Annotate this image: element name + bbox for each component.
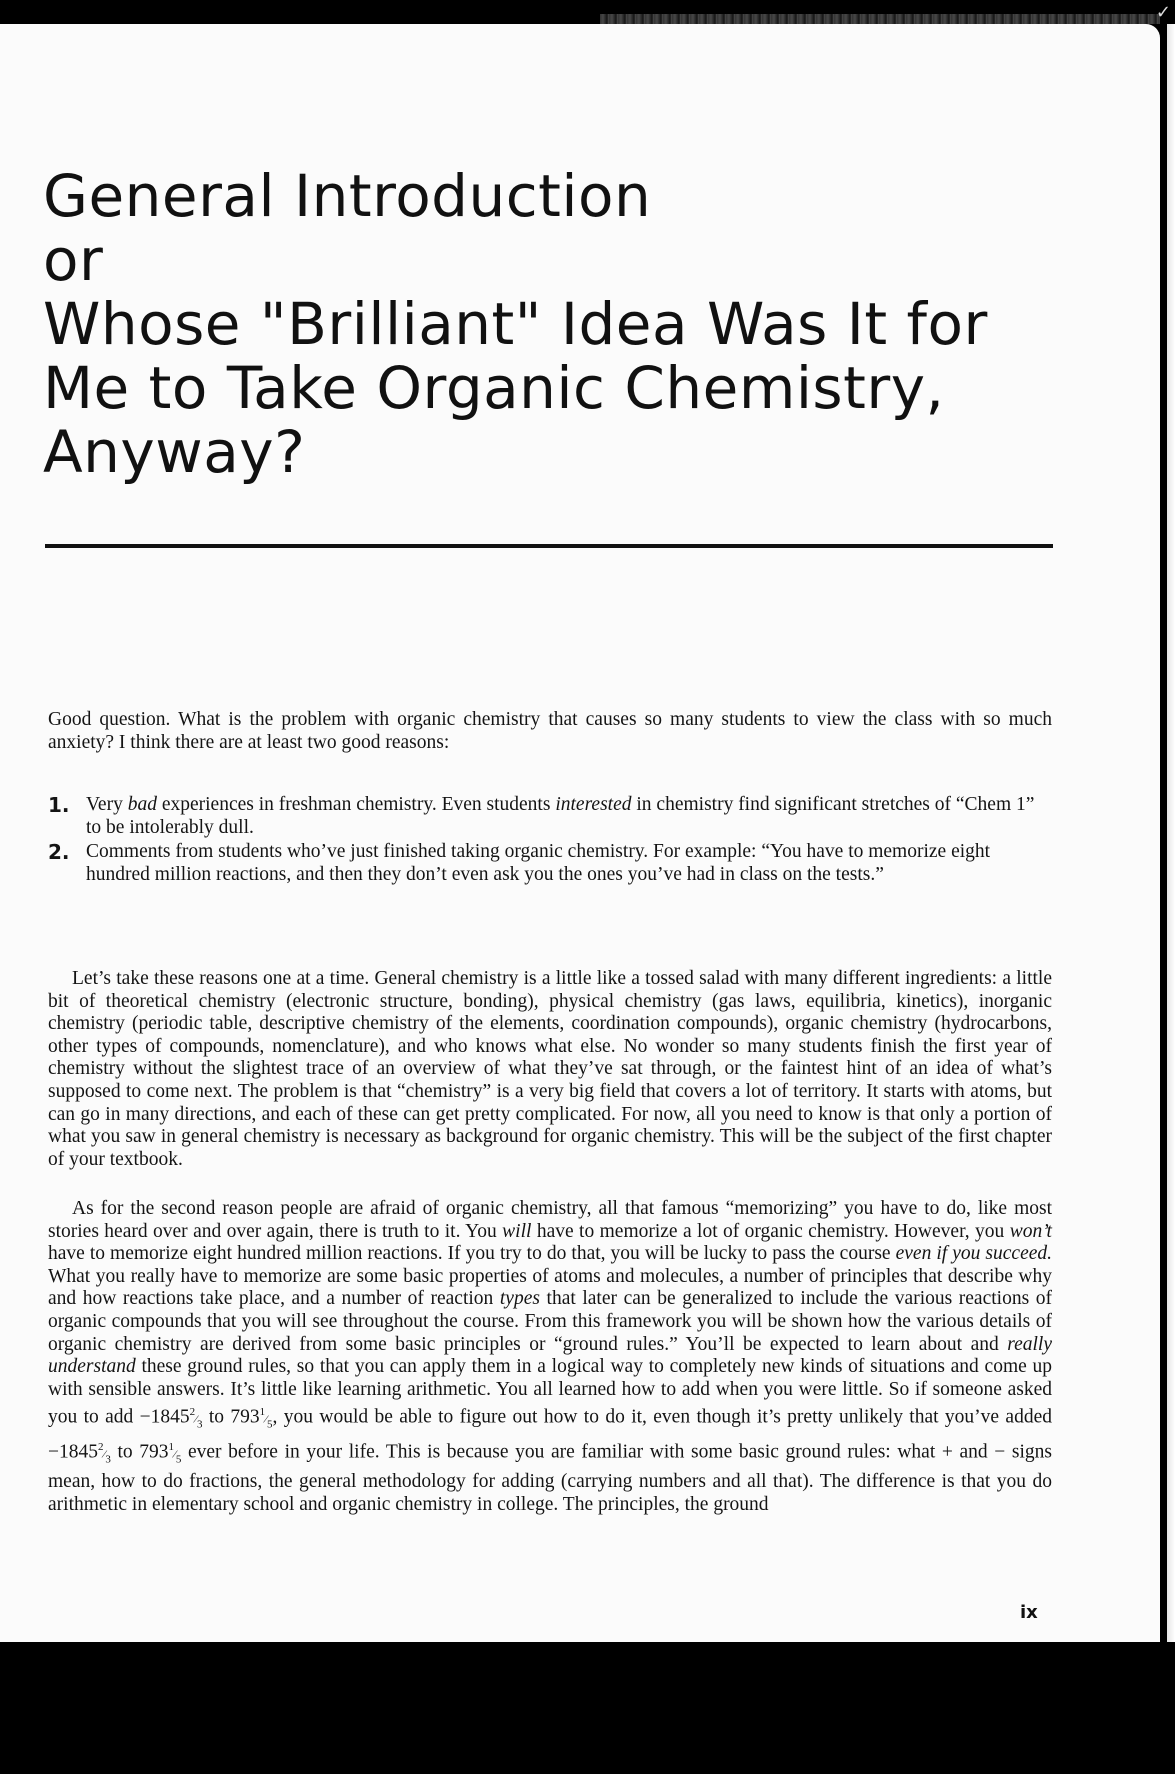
chapter-title — [43, 164, 1083, 484]
intro-paragraph: Good question. What is the problem with organic chemistry that causes so many students to view the class with so much anxiety? I think there are at least two good reasons: — [48, 709, 1052, 753]
reason-text-part: experiences in freshman chemistry. Even students — [156, 794, 556, 815]
reason-emphasis: bad — [127, 794, 157, 815]
text-run: have to memorize eight hundred million reactions. If you try to do that, you will be lucky to pass the course — [48, 1243, 896, 1265]
fraction-numerator: 2 — [189, 1406, 196, 1419]
text-run: that later can be generalized to include the various reactions of organic compounds that you will see throughout the course. From this framework you will be shown how the various details of organic chemistry are derived from some basic principles or “ground rules.” You’ll be expected to learn about and — [48, 1288, 1052, 1355]
reason-text: Comments from students who’ve just finished taking organic chemistry. For example: “You have to memorize eight hundred million reactions, and then they don’t even ask you the ones you’ve had in class on the tests.” — [86, 841, 991, 885]
page-number: ix — [1020, 1602, 1038, 1623]
emphasis: really understand — [48, 1333, 1052, 1378]
emphasis: even if you succeed. — [895, 1243, 1053, 1265]
text-run: What you really have to memorize are some basic properties of atoms and molecules, a number of principles that describe why and how reactions take place, and a number of reaction — [48, 1265, 1052, 1310]
reason-emphasis: interested — [555, 794, 632, 815]
scan-top-edge-noise — [600, 14, 1160, 24]
title-divider-rule — [45, 544, 1053, 548]
chapter-title-line-4: Me to Take Organic Chemistry, — [43, 354, 945, 422]
emphasis: types — [499, 1288, 540, 1310]
text-run: to 793 — [110, 1441, 169, 1463]
chapter-title-line-5: Anyway? — [43, 418, 306, 486]
text-run: ever before in your life. This is because you are familiar with some basic ground rules: what + and − signs mean, how to do fractions, the general methodology for adding (carrying numbers and all that). The difference is that you do arithmetic in elementary school and organic chemistry in college. The principles, the ground — [48, 1441, 1052, 1515]
reason-text-part: in chemistry find significant stretches of “Chem 1” to be intolerably dull. — [86, 794, 1035, 838]
body-paragraph-1: Let’s take these reasons one at a time. General chemistry is a little like a tossed salad with many different ingredients: a little bit of theoretical chemistry (electronic structure, bonding), physical chemistry (gas laws, equilibria, kinetics), inorganic chemistry (periodic table, descriptive chemistry of the elements, coordination compounds), organic chemistry (hydrocarbons, other types of compounds, nomenclature), and who knows what else. No wonder so many students finish the first year of chemistry without the slightest trace of an overview of what they’ve sat through, or the faintest hint of an idea of what’s supposed to come next. The problem is that “chemistry” is a very big field that covers a lot of territory. It starts with atoms, but can go in many directions, and each of these can get pretty complicated. For now, all you need to know is that only a portion of what you saw in general chemistry is necessary as background for organic chemistry. This will be the subject of the first chapter of your textbook. — [48, 968, 1052, 1170]
fraction-denominator: 3 — [105, 1453, 111, 1466]
emphasis: will — [502, 1220, 532, 1242]
chapter-title-line-3: Whose "Brilliant" Idea Was It for — [43, 290, 988, 358]
fraction-numerator: 2 — [98, 1441, 104, 1454]
emphasis: won’t — [1009, 1220, 1052, 1242]
reason-number: 1. — [48, 793, 70, 817]
scan-corner-mark: ✓ — [1155, 2, 1171, 23]
text-run: As for the second reason people are afraid of organic chemistry, all that famous “memorizing” you have to do, like most stories heard over and over again, there is truth to it. You — [48, 1198, 1052, 1242]
reasons-list — [48, 794, 1052, 888]
reason-item-2 — [48, 841, 1052, 886]
body-paragraph-2: As for the second reason people are afraid of organic chemistry, all that famous “memorizing” you have to do, like most stories heard over and over again, there is truth to it. You will have to memorize a lot of organic chemistry. However, you won’t have to memorize eight hundred million reactions. If you try to do that, you will be lucky to pass the course even if you succeed. What you really have to memorize are some basic properties of atoms and molecules, a number of principles that describe why and how reactions take place, and a number of reaction types that later can be generalized to include the various reactions of organic compounds that you will see throughout the course. From this framework you will be shown how the various details of organic chemistry are derived from some basic principles or “ground rules.” You’ll be expected to learn about and really understand these ground rules, so that you can apply them in a logical way to completely new kinds of situations and come up with sensible answers. It’s little like learning arithmetic. You all learned how to add when you were little. So if someone asked you to add $-1845^2⁄_3$ to $793^1⁄_5$, you would be able to figure out how to do it, even though it’s pretty unlikely that you’ve added $-1845^2⁄_3$ to $793^1⁄_5$ ever before in your life. This is because you are familiar with some basic ground rules: what + and − signs mean, how to do fractions, the general methodology for adding (carrying numbers and all that). The difference is that you do arithmetic in elementary school and organic chemistry in college. The principles, the ground — [48, 1198, 1053, 1515]
reason-number: 2. — [48, 840, 70, 865]
text-run: have to memorize a lot of organic chemistry. However, you — [531, 1220, 1010, 1242]
chapter-title-line-1: General Introduction — [43, 162, 652, 230]
fraction-numerator: 1 — [168, 1441, 175, 1454]
fraction-denominator: 5 — [267, 1418, 273, 1431]
book-page — [0, 24, 1160, 1642]
page-edge-shadow — [1167, 24, 1175, 1642]
reason-text-part: Very — [86, 794, 128, 815]
reason-item-1 — [48, 794, 1052, 839]
text-run: , you would be able to figure out how to do it, even though it’s pretty unlikely that you’ve added −1845 — [48, 1406, 1052, 1463]
text-run: to 793 — [202, 1406, 260, 1428]
chapter-title-line-2: or — [43, 226, 104, 294]
fraction-denominator: 5 — [175, 1453, 182, 1466]
text-run: these ground rules, so that you can apply them in a logical way to completely new kinds of situations and come up with sensible answers. It’s little like learning arithmetic. You all learned how to add when you were little. So if someone asked you to add −1845 — [48, 1356, 1052, 1428]
fraction-numerator: 1 — [259, 1406, 266, 1419]
fraction-denominator: 3 — [197, 1418, 203, 1431]
